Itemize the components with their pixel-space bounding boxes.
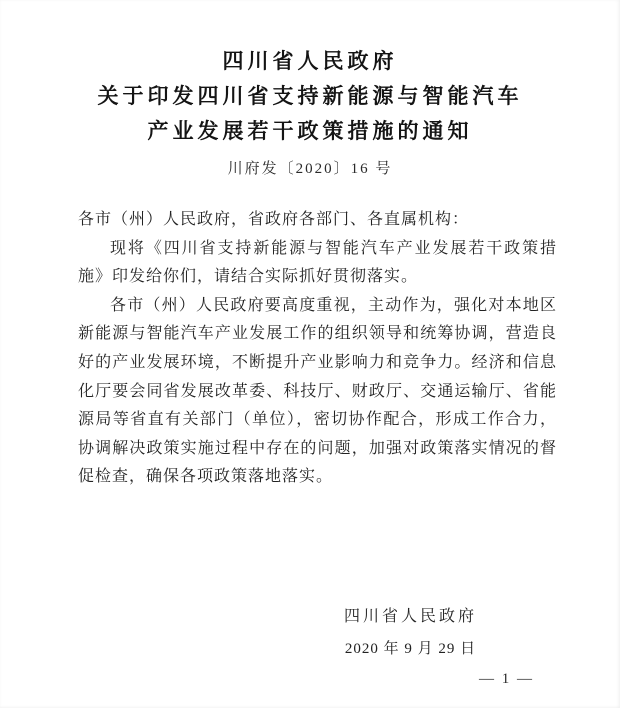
title-line-subject-1: 关于印发四川省支持新能源与智能汽车 xyxy=(97,84,523,108)
body-paragraph-1: 现将《四川省支持新能源与智能汽车产业发展若干政策措施》印发给你们，请结合实际抓好贯彻落实。 xyxy=(78,239,557,286)
body-paragraph-2: 各市（州）人民政府要高度重视，主动作为，强化对本地区新能源与智能汽车产业发展工作的组织领导和统筹协调，营造良好的产业发展环境，不断提升产业影响力和竞争力。经济和信息化厅要会同省发展改革委、科技厅、财政厅、交通运输厅、省能源局等省直有关部门（单位），密切协作配合，形成工作合力，协调解决政策实施过程中存在的问题，加强对政策落实情况的督促检查，确保各项政策落地落实。 xyxy=(78,296,557,486)
page-number: — 1 — xyxy=(479,671,534,687)
salutation-line: 各市（州）人民政府，省政府各部门、各直属机构： xyxy=(78,211,470,228)
document-title xyxy=(0,0,620,149)
signature-issuer: 四川省人民政府 xyxy=(343,608,477,625)
signature-date: 2020 年 9 月 29 日 xyxy=(344,641,477,657)
title-line-subject-2: 产业发展若干政策措施的通知 xyxy=(147,119,473,143)
document-number: 川府发〔2020〕16 号 xyxy=(227,161,393,177)
title-line-issuer: 四川省人民政府 xyxy=(222,49,398,73)
document-body xyxy=(78,206,557,492)
signature-block xyxy=(344,607,477,659)
